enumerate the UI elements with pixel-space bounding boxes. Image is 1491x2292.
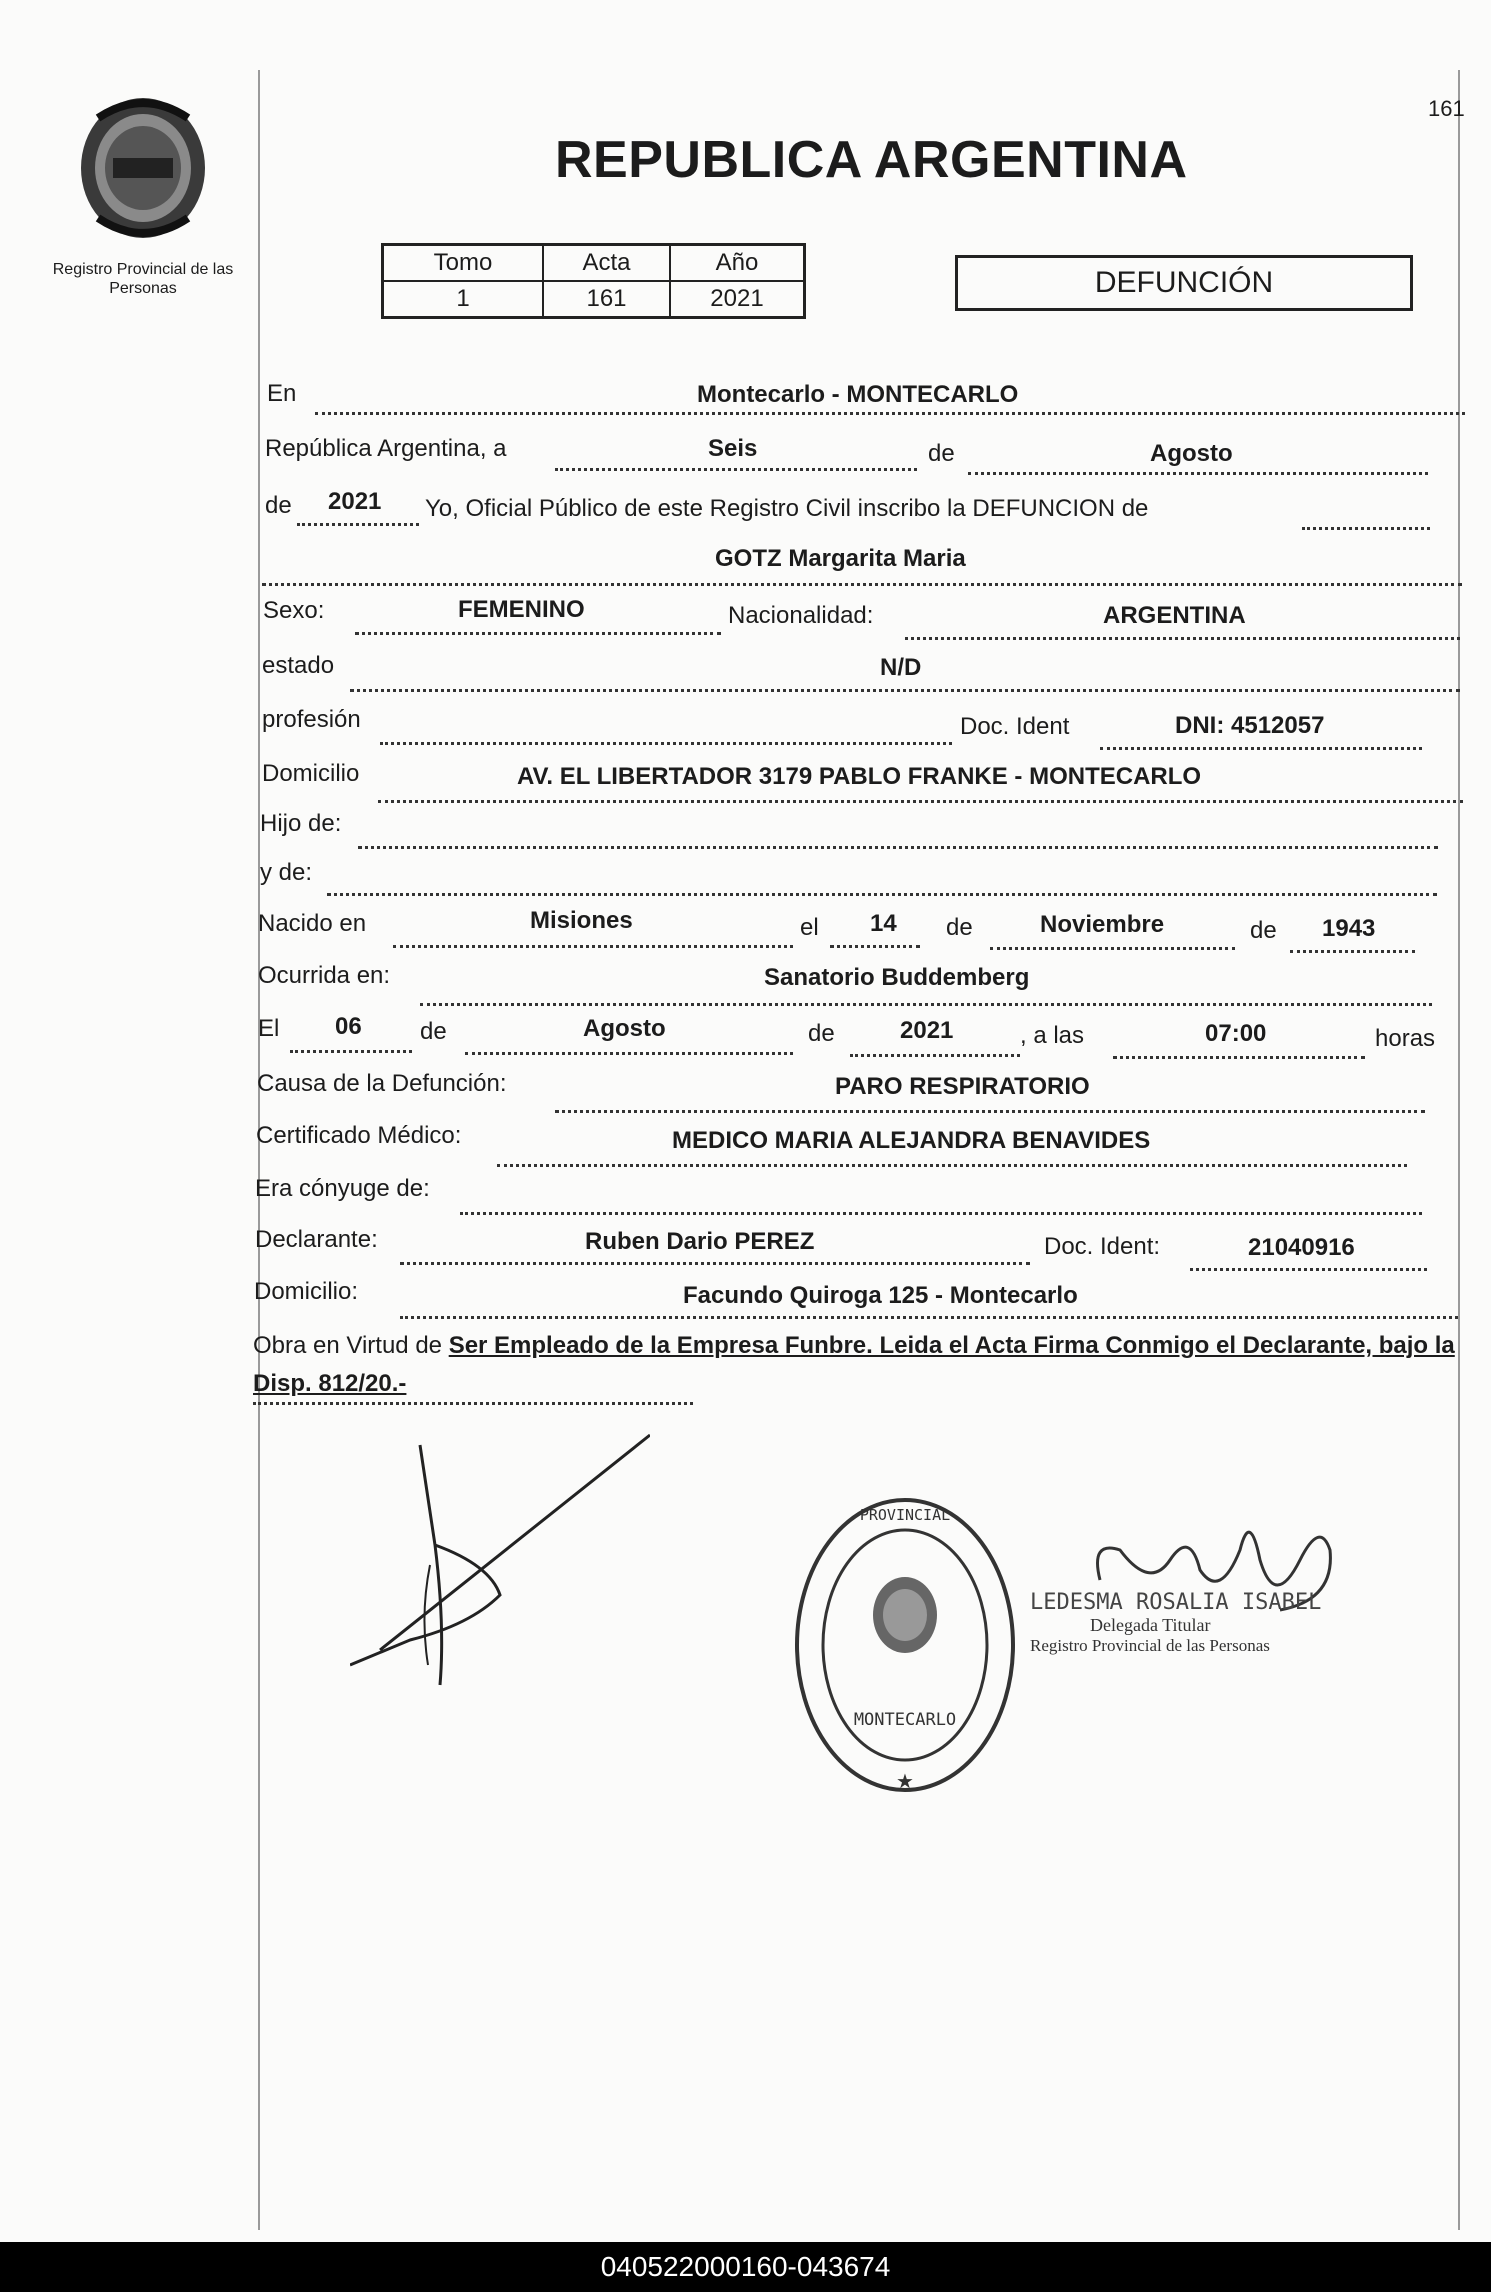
record-type-box: DEFUNCIÓN [955,255,1413,311]
value-dni: DNI: 4512057 [1175,712,1325,739]
label-conyuge: Era cónyuge de: [255,1175,430,1202]
dotted-line [420,1003,1432,1006]
dotted-line [905,637,1460,640]
dotted-line [555,1110,1425,1113]
official-title: Delegada Titular [1090,1615,1211,1635]
label-doc-ident: Doc. Ident [960,713,1070,740]
value-dia: Seis [708,435,758,462]
barcode-footer: 040522000160-043674 [0,2242,1491,2292]
label-horas: horas [1375,1025,1436,1052]
label-fecha: República Argentina, a [265,435,507,462]
value-domicilio-declarante: Facundo Quiroga 125 - Montecarlo [683,1282,1078,1309]
right-margin-line [1458,70,1460,2230]
label-certificado: Certificado Médico: [256,1122,462,1149]
label-doc-ident-declarante: Doc. Ident: [1044,1233,1161,1260]
svg-text:PROVINCIAL: PROVINCIAL [859,1506,951,1524]
official-stamp [790,1490,1020,1800]
value-def-mes: Agosto [583,1015,666,1042]
dotted-line [830,945,920,948]
acta-value-anio: 2021 [670,281,805,318]
value-domicilio: AV. EL LIBERTADOR 3179 PABLO FRANKE - MONTECARLO [517,763,1202,790]
label-y-de: y de: [260,859,313,886]
official-name: LEDESMA ROSALIA ISABEL [1030,1590,1322,1615]
official-block [1030,1590,1321,1656]
province-seal-logo [68,88,218,248]
page-title: REPUBLICA ARGENTINA [555,131,1188,189]
value-mes: Agosto [1150,440,1233,467]
value-declarante: Ruben Dario PEREZ [585,1228,815,1255]
label-declarante: Declarante: [255,1226,378,1253]
value-obra: Ser Empleado de la Empresa Funbre. Leida el Acta Firma Conmigo el Declarante, bajo la Disp. 812/20.- [253,1332,1455,1397]
label-de: de [1250,917,1277,944]
dotted-line [350,689,1460,692]
value-sexo: FEMENINO [458,596,585,623]
dotted-line [297,523,419,526]
label-nacionalidad: Nacionalidad: [728,602,874,629]
declarant-signature [350,1425,650,1705]
label-en: En [267,380,297,407]
value-def-anio: 2021 [900,1017,954,1044]
acta-table [381,243,806,319]
label-a-las: , a las [1020,1022,1085,1049]
label-de: de [928,440,955,467]
label-profesion: profesión [262,706,361,733]
value-nacionalidad: ARGENTINA [1103,602,1246,629]
dotted-line [1290,950,1415,953]
value-nac-mes: Noviembre [1040,911,1165,938]
label-nacido: Nacido en [258,910,367,937]
value-doc-declarante: 21040916 [1248,1234,1355,1261]
label-sexo: Sexo: [263,597,325,624]
label-de: de [420,1018,447,1045]
value-estado: N/D [880,654,922,681]
dotted-line [1113,1056,1365,1059]
acta-value-acta: 161 [543,281,670,318]
text-inscribo: Yo, Oficial Público de este Registro Civil inscribo la DEFUNCION de [425,495,1149,522]
registry-label: Registro Provincial de las Personas [52,261,234,297]
label-obra: Obra en Virtud de [253,1332,443,1359]
dotted-line [400,1262,1030,1265]
dotted-line [555,468,917,471]
acta-header-tomo: Tomo [383,245,544,282]
value-nacido: Misiones [530,907,633,934]
dotted-line [465,1052,793,1055]
dotted-line [1100,747,1422,750]
acta-value-tomo: 1 [383,281,544,318]
official-registry: Registro Provincial de las Personas [1030,1636,1270,1655]
value-ocurrida: Sanatorio Buddemberg [764,964,1030,991]
dotted-line [393,945,793,948]
dotted-line [400,1316,1458,1319]
value-nac-anio: 1943 [1322,915,1376,942]
dotted-line [460,1212,1422,1215]
dotted-line [290,1050,412,1053]
dotted-line [850,1054,1020,1057]
value-nac-dia: 14 [870,910,897,937]
left-margin-line [258,70,260,2230]
value-certificado: MEDICO MARIA ALEJANDRA BENAVIDES [672,1127,1151,1154]
dotted-line [262,583,1462,586]
value-nombre: GOTZ Margarita Maria [715,545,966,572]
label-hijo: Hijo de: [260,810,342,837]
dotted-line [315,412,1465,415]
value-def-dia: 06 [335,1013,362,1040]
dotted-line [327,893,1437,896]
page-number: 161 [1428,96,1465,121]
label-estado: estado [262,652,335,679]
obra-en-virtud [253,1327,1458,1403]
label-de: de [946,914,973,941]
dotted-line [990,947,1235,950]
label-el: el [800,914,819,941]
dotted-line [378,800,1463,803]
value-causa: PARO RESPIRATORIO [835,1073,1090,1100]
dotted-line [358,846,1438,849]
dotted-line [253,1402,693,1405]
svg-text:★: ★ [896,1771,914,1793]
stamp-center-text: MONTECARLO [853,1710,957,1730]
label-el: El [258,1015,280,1042]
label-causa: Causa de la Defunción: [257,1070,507,1097]
dotted-line [380,742,952,745]
label-ocurrida: Ocurrida en: [258,962,391,989]
dotted-line [968,472,1428,475]
value-def-hora: 07:00 [1205,1020,1267,1047]
acta-header-anio: Año [670,245,805,282]
acta-header-acta: Acta [543,245,670,282]
label-de: de [808,1020,835,1047]
dotted-line [1302,527,1430,530]
label-de: de [265,492,292,519]
value-anio: 2021 [328,488,382,515]
label-domicilio: Domicilio [262,760,360,787]
dotted-line [1190,1268,1427,1271]
dotted-line [497,1164,1407,1167]
value-lugar: Montecarlo - MONTECARLO [697,381,1019,408]
dotted-line [355,632,721,635]
label-domicilio-declarante: Domicilio: [254,1278,359,1305]
